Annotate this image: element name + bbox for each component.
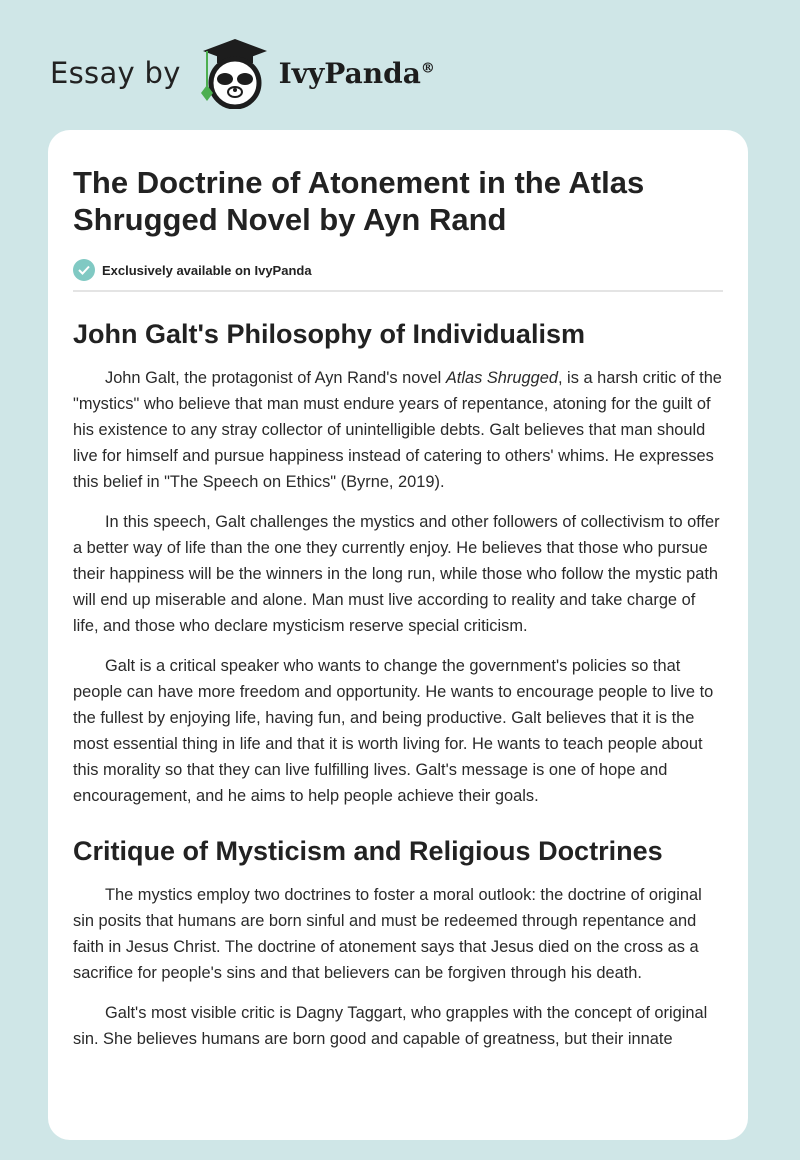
essay-by-label: Essay by (50, 56, 181, 90)
book-title: Atlas Shrugged (445, 369, 558, 387)
paragraph: John Galt, the protagonist of Ayn Rand's novel Atlas Shrugged, is a harsh critic of the "mystics" who believe that man must endure years of repentance, atoning for the guilt of his existence to any stray collector of unintelligible debts. Galt believes that man should live for himself and pursue happiness instead of catering to others' whims. He expresses this belief in "The Speech on Ethics" (Byrne, 2019). (73, 369, 722, 491)
paragraph: Galt is a critical speaker who wants to change the government's policies so that people can have more freedom and opportunity. He wants to encourage people to live to the fullest by enjoying life, having fun, and being productive. Galt believes that it is the most essential thing in life and that it is worth living for. He wants to teach people about this morality so that they can live fulfilling lives. Galt's message is one of hope and encouragement, and he aims to help people achieve their goals. (73, 657, 714, 805)
paragraph: Galt's most visible critic is Dagny Taggart, who grapples with the concept of original sin. She believes humans are born good and capable of greatness, but their innate (73, 1004, 708, 1048)
site-header (50, 38, 435, 108)
paragraph: In this speech, Galt challenges the mystics and other followers of collectivism to offer a better way of life than the one they currently enjoy. He believes that those who pursue their happiness will be the winners in the long run, while those who follow the mystic path will end up miserable and alone. Man must live according to reality and take charge of life, and those who declare mysticism reserve special criticism. (73, 513, 720, 635)
paragraph: The mystics employ two doctrines to foster a moral outlook: the doctrine of original sin posits that humans are born sinful and must be redeemed through repentance and faith in Jesus Christ. The doctrine of atonement says that Jesus died on the cross as a sacrifice for people's sins and that believers can be forgiven through his death. (73, 886, 702, 982)
essay-card (48, 130, 748, 1140)
ivypanda-logo-icon (201, 37, 269, 109)
brand-name: IvyPanda® (278, 56, 435, 90)
exclusive-label: Exclusively available on IvyPanda (102, 262, 312, 278)
check-icon (73, 259, 95, 281)
section-heading: Critique of Mysticism and Religious Doctrines (73, 836, 663, 866)
exclusive-badge (73, 259, 723, 281)
divider (73, 290, 723, 292)
essay-title: The Doctrine of Atonement in the Atlas Shrugged Novel by Ayn Rand (73, 165, 645, 237)
section-heading: John Galt's Philosophy of Individualism (73, 319, 585, 349)
